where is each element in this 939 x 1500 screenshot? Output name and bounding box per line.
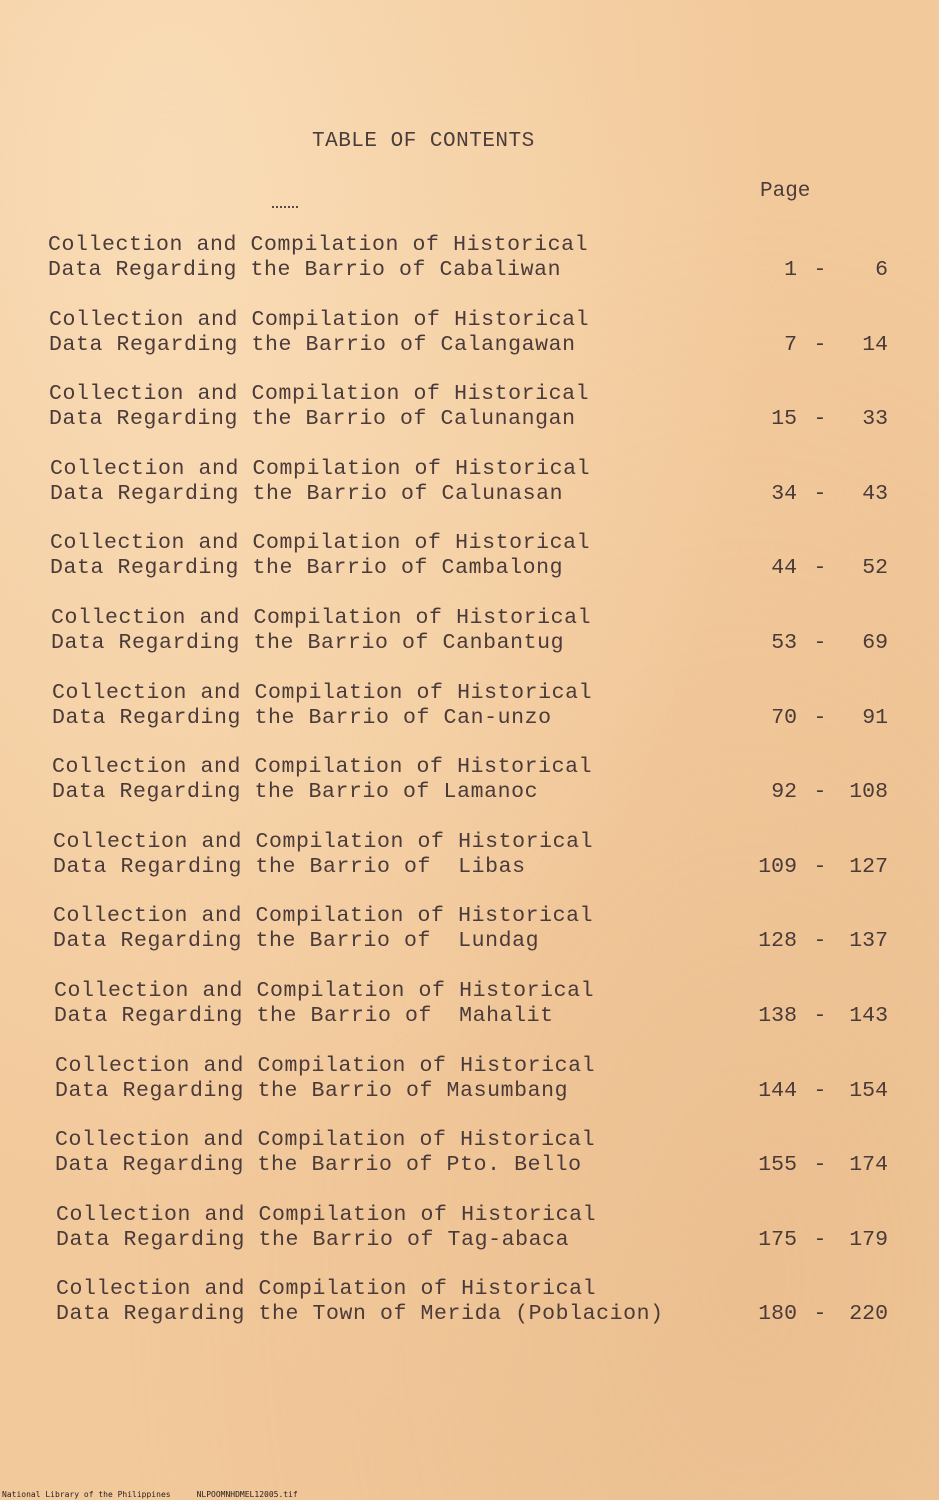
- toc-entry: [53, 830, 939, 882]
- entry-page-start: 144: [758, 1079, 797, 1103]
- entry-title-line-1: Collection and Compilation of Historical: [50, 457, 591, 481]
- entry-title-line-1: Collection and Compilation of Historical: [48, 233, 589, 257]
- entry-page-start: 44: [771, 556, 797, 580]
- entry-page-dash: -: [813, 1228, 827, 1252]
- entry-page-end: 143: [849, 1004, 888, 1028]
- entry-page-end: 174: [849, 1153, 888, 1177]
- entry-title-line-1: Collection and Compilation of Historical: [52, 681, 593, 705]
- entry-title-line-2: Data Regarding the Barrio of Cambalong: [50, 556, 564, 580]
- entry-title-line-2: Data Regarding the Barrio of Canbantug: [51, 631, 565, 655]
- toc-entry: [55, 1128, 939, 1180]
- entry-page-start: 175: [758, 1228, 797, 1252]
- entry-title-line-1: Collection and Compilation of Historical: [55, 1054, 596, 1078]
- entry-page-end: 43: [862, 482, 888, 506]
- entry-page-end: 154: [849, 1079, 888, 1103]
- entry-page-dash: -: [813, 556, 827, 580]
- toc-entry: [52, 681, 939, 733]
- entry-page-dash: -: [813, 1153, 827, 1177]
- entry-page-dash: -: [813, 855, 827, 879]
- entry-page-dash: -: [813, 333, 827, 357]
- entry-page-start: 34: [771, 482, 797, 506]
- entry-page-start: 138: [758, 1004, 797, 1028]
- entry-title-line-2: Data Regarding the Barrio of Lundag: [53, 929, 540, 953]
- toc-entry: [52, 755, 939, 807]
- toc-entry: [56, 1203, 939, 1255]
- entry-page-end: 69: [862, 631, 888, 655]
- entry-page-start: 180: [758, 1302, 797, 1326]
- entry-page-dash: -: [813, 407, 827, 431]
- entry-page-dash: -: [813, 1079, 827, 1103]
- toc-entry: [50, 531, 939, 583]
- entry-page-end: 91: [862, 706, 888, 730]
- toc-entry: [55, 1054, 939, 1106]
- entry-page-dash: -: [813, 258, 827, 282]
- entry-page-dash: -: [813, 631, 827, 655]
- toc-entry: [53, 904, 939, 956]
- entry-page-end: 33: [862, 407, 888, 431]
- toc-entry: [48, 233, 939, 285]
- stray-mark: [272, 206, 298, 208]
- page-column-label: Page: [760, 180, 811, 203]
- entry-page-start: 1: [784, 258, 797, 282]
- entry-page-dash: -: [813, 929, 827, 953]
- entry-page-end: 6: [875, 258, 888, 282]
- toc-entry: [51, 606, 939, 658]
- entry-title-line-1: Collection and Compilation of Historical: [56, 1203, 597, 1227]
- toc-entry: [54, 979, 939, 1031]
- entry-page-start: 155: [758, 1153, 797, 1177]
- entry-page-start: 92: [771, 780, 797, 804]
- entry-title-line-2: Data Regarding the Barrio of Mahalit: [54, 1004, 554, 1028]
- entry-page-end: 137: [849, 929, 888, 953]
- entry-page-start: 7: [784, 333, 797, 357]
- toc-entry: [56, 1277, 939, 1329]
- page-title: TABLE OF CONTENTS: [312, 130, 535, 153]
- footer: [2, 1490, 324, 1499]
- entry-title-line-1: Collection and Compilation of Historical: [53, 904, 594, 928]
- entry-page-end: 127: [849, 855, 888, 879]
- entry-page-start: 128: [758, 929, 797, 953]
- entry-title-line-1: Collection and Compilation of Historical: [49, 382, 590, 406]
- footer-library: National Library of the Philippines: [2, 1490, 171, 1499]
- entry-page-end: 108: [849, 780, 888, 804]
- entry-page-start: 53: [771, 631, 797, 655]
- entry-title-line-2: Data Regarding the Barrio of Calunasan: [50, 482, 564, 506]
- entry-title-line-1: Collection and Compilation of Historical: [52, 755, 593, 779]
- entry-title-line-1: Collection and Compilation of Historical: [49, 308, 590, 332]
- entry-page-end: 179: [849, 1228, 888, 1252]
- entry-page-dash: -: [813, 780, 827, 804]
- entry-title-line-1: Collection and Compilation of Historical: [50, 531, 591, 555]
- entry-page-dash: -: [813, 1004, 827, 1028]
- entry-title-line-2: Data Regarding the Barrio of Libas: [53, 855, 526, 879]
- entry-page-start: 15: [771, 407, 797, 431]
- entry-title-line-1: Collection and Compilation of Historical: [56, 1277, 597, 1301]
- footer-file: NLPOOMNHDMEL12005.tif: [196, 1490, 298, 1499]
- entry-page-dash: -: [813, 1302, 827, 1326]
- entry-page-start: 70: [771, 706, 797, 730]
- entry-title-line-2: Data Regarding the Barrio of Cabaliwan: [48, 258, 562, 282]
- entry-title-line-2: Data Regarding the Town of Merida (Poblacion): [56, 1302, 664, 1326]
- entry-page-start: 109: [758, 855, 797, 879]
- entry-title-line-2: Data Regarding the Barrio of Calangawan: [49, 333, 576, 357]
- entry-title-line-2: Data Regarding the Barrio of Calunangan: [49, 407, 576, 431]
- entry-page-end: 220: [849, 1302, 888, 1326]
- entry-title-line-1: Collection and Compilation of Historical: [54, 979, 595, 1003]
- entry-page-dash: -: [813, 706, 827, 730]
- entry-title-line-2: Data Regarding the Barrio of Can-unzo: [52, 706, 552, 730]
- entry-page-dash: -: [813, 482, 827, 506]
- entry-title-line-2: Data Regarding the Barrio of Lamanoc: [52, 780, 539, 804]
- toc-entry: [50, 457, 939, 509]
- entry-title-line-2: Data Regarding the Barrio of Tag-abaca: [56, 1228, 570, 1252]
- entry-title-line-2: Data Regarding the Barrio of Masumbang: [55, 1079, 569, 1103]
- entry-title-line-2: Data Regarding the Barrio of Pto. Bello: [55, 1153, 582, 1177]
- entry-title-line-1: Collection and Compilation of Historical: [55, 1128, 596, 1152]
- toc-entry: [49, 382, 939, 434]
- toc-entry: [49, 308, 939, 360]
- entry-page-end: 52: [862, 556, 888, 580]
- entry-title-line-1: Collection and Compilation of Historical: [53, 830, 594, 854]
- entry-title-line-1: Collection and Compilation of Historical: [51, 606, 592, 630]
- entry-page-end: 14: [862, 333, 888, 357]
